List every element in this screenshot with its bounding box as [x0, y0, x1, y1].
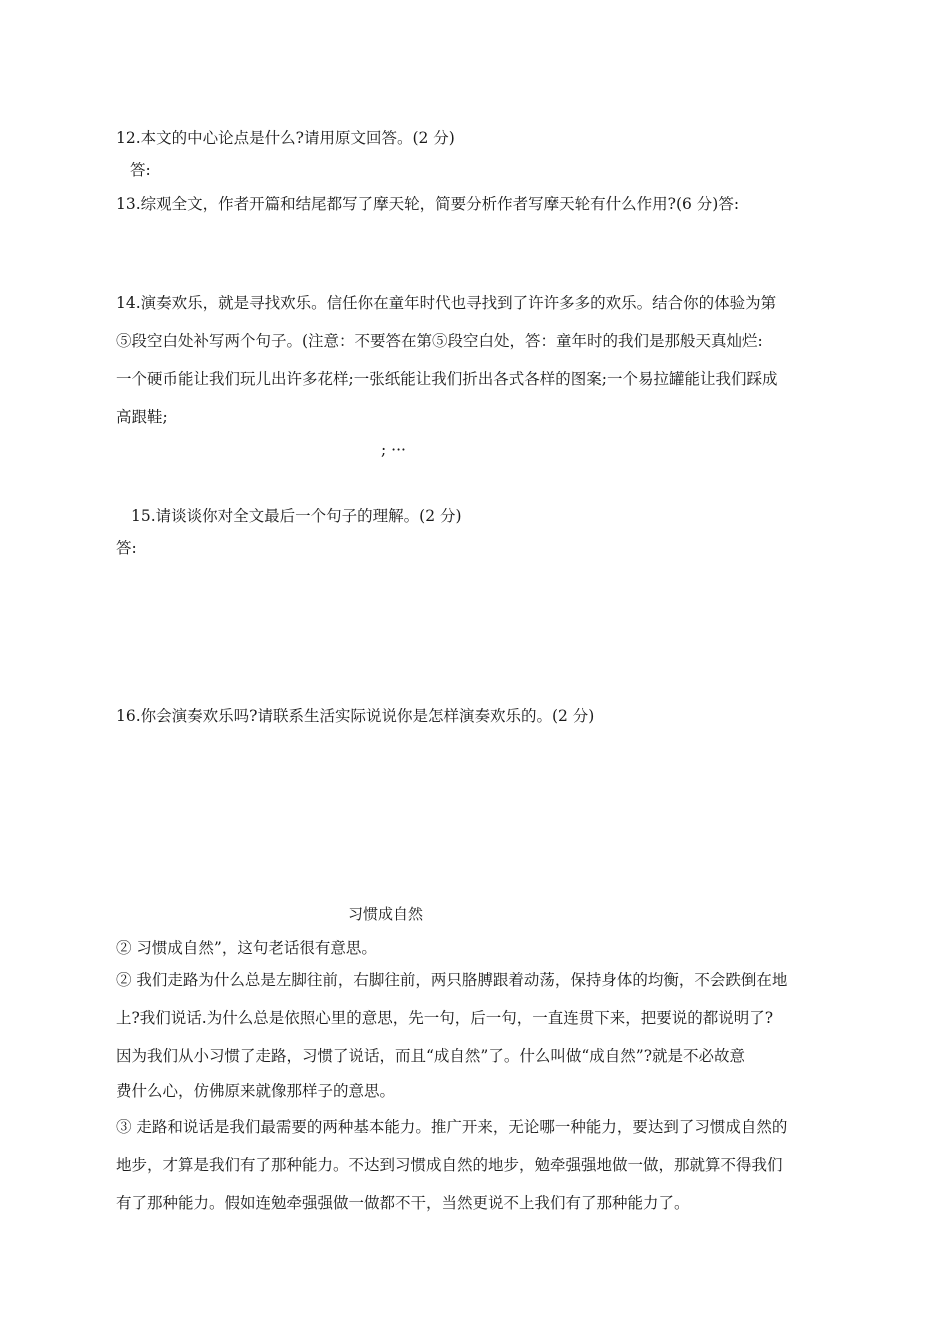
article-paragraph-3-line-2: 地步，才算是我们有了那种能力。不达到习惯成自然的地步，勉牵强强地做一做，那就算不得我们 [116, 1156, 783, 1174]
question-15: 15.请谈谈你对全文最后一个句子的理解。(2 分) [131, 507, 462, 525]
article-paragraph-2-line-3: 因为我们从小习惯了走路，习惯了说话，而且“成自然”了。什么叫做“成自然”?就是不必故意 [116, 1047, 746, 1065]
article-paragraph-2-line-1: ② 我们走路为什么总是左脚往前，右脚往前，两只胳膊跟着动荡，保持身体的均衡，不会跌倒在地 [116, 971, 788, 989]
article-paragraph-2-line-2: 上?我们说话.为什么总是依照心里的意思，先一句，后一句，一直连贯下来，把要说的都说明了? [116, 1009, 774, 1027]
question-16: 16.你会演奏欢乐吗?请联系生活实际说说你是怎样演奏欢乐的。(2 分) [116, 707, 595, 725]
article-paragraph-3-line-1: ③ 走路和说话是我们最需要的两种基本能力。推广开来，无论哪一种能力，要达到了习惯成自然的 [116, 1118, 788, 1136]
question-13: 13.综观全文，作者开篇和结尾都写了摩天轮，简要分析作者写摩天轮有什么作用?(6 分)答: [116, 195, 740, 213]
article-paragraph-1: ② 习惯成自然”，这句老话很有意思。 [116, 939, 377, 957]
question-14-blank: ; ··· [381, 441, 406, 459]
question-14-line-3: 一个硬币能让我们玩儿出许多花样;一张纸能让我们折出各式各样的图案;一个易拉罐能让我们踩成 [116, 370, 778, 388]
article-title: 习惯成自然 [348, 905, 424, 923]
question-12-answer: 答: [130, 161, 151, 179]
question-15-answer: 答: [116, 539, 137, 557]
question-12: 12.本文的中心论点是什么?请用原文回答。(2 分) [116, 129, 455, 147]
question-14-line-1: 14.演奏欢乐，就是寻找欢乐。信任你在童年时代也寻找到了许许多多的欢乐。结合你的体验为第 [116, 294, 777, 312]
question-14-line-4: 高跟鞋; [116, 408, 168, 426]
question-14-line-2: ⑤段空白处补写两个句子。(注意：不要答在第⑤段空白处，答：童年时的我们是那般天真灿烂: [116, 332, 763, 350]
article-paragraph-3-line-3: 有了那种能力。假如连勉牵强强做一做都不干，当然更说不上我们有了那种能力了。 [116, 1194, 690, 1212]
article-paragraph-2-line-4: 费什么心，仿佛原来就像那样子的意思。 [116, 1082, 396, 1100]
